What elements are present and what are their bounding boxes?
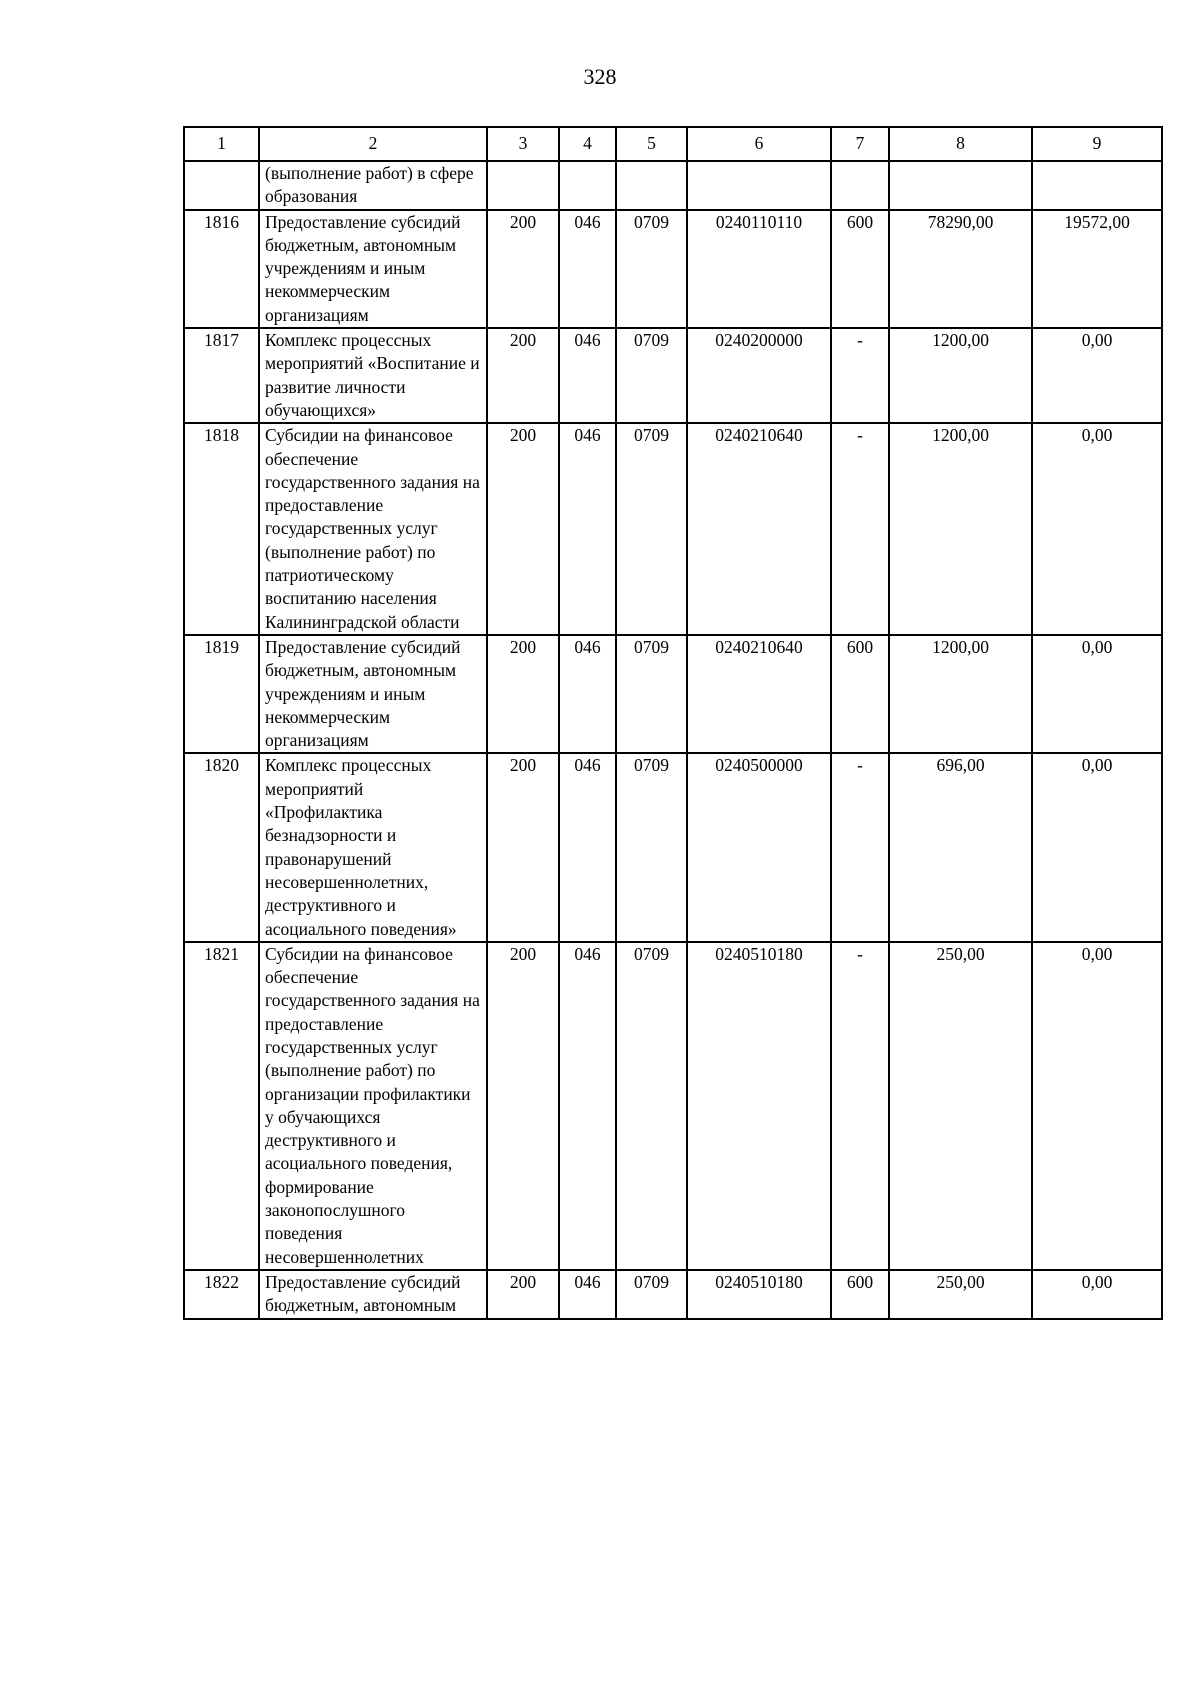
code-cell-3: 200 [487,753,559,941]
code-cell-4: 046 [559,328,616,423]
amount-cell-9: 0,00 [1032,753,1162,941]
code-cell-6: 0240110110 [687,210,831,328]
column-header: 8 [889,127,1032,161]
row-number-cell: 1821 [184,942,259,1270]
table-row [184,635,1162,753]
code-cell-5: 0709 [616,1270,687,1319]
page-number: 328 [583,64,617,89]
row-name-cell: Предоставление субсидий бюджетным, автономным учреждениям и иным некоммерческим организациям [259,210,487,328]
amount-cell-8: 250,00 [889,942,1032,1270]
code-cell-5: 0709 [616,635,687,753]
budget-table [183,126,1163,1320]
row-number-cell: 1820 [184,753,259,941]
code-cell-6: 0240500000 [687,753,831,941]
amount-cell-8: 696,00 [889,753,1032,941]
column-header: 5 [616,127,687,161]
row-number-cell: 1817 [184,328,259,423]
amount-cell-8: 1200,00 [889,635,1032,753]
column-header: 3 [487,127,559,161]
column-header: 2 [259,127,487,161]
amount-cell-9: 0,00 [1032,942,1162,1270]
row-name-cell: (выполнение работ) в сфере образования [259,161,487,210]
code-cell-7: 600 [831,210,889,328]
code-cell-7: - [831,423,889,635]
code-cell-3 [487,161,559,210]
code-cell-5: 0709 [616,210,687,328]
code-cell-7: - [831,942,889,1270]
row-name-cell: Субсидии на финансовое обеспечение государственного задания на предоставление государственных услуг (выполнение работ) по патриотическому воспитанию населения Калининградской области [259,423,487,635]
code-cell-4: 046 [559,753,616,941]
code-cell-3: 200 [487,423,559,635]
row-number-cell [184,161,259,210]
code-cell-3: 200 [487,210,559,328]
code-cell-6: 0240210640 [687,423,831,635]
header-row [184,127,1162,161]
row-name-cell: Предоставление субсидий бюджетным, автономным [259,1270,487,1319]
code-cell-6: 0240210640 [687,635,831,753]
code-cell-4: 046 [559,423,616,635]
code-cell-5: 0709 [616,423,687,635]
code-cell-4: 046 [559,1270,616,1319]
code-cell-3: 200 [487,1270,559,1319]
amount-cell-8: 1200,00 [889,423,1032,635]
code-cell-6: 0240510180 [687,1270,831,1319]
table-row [184,753,1162,941]
column-header: 6 [687,127,831,161]
code-cell-4 [559,161,616,210]
table-row [184,942,1162,1270]
column-header: 1 [184,127,259,161]
row-name-cell: Комплекс процессных мероприятий «Профилактика безнадзорности и правонарушений несовершеннолетних, деструктивного и асоциального поведения» [259,753,487,941]
code-cell-4: 046 [559,635,616,753]
row-name-cell: Предоставление субсидий бюджетным, автономным учреждениям и иным некоммерческим организациям [259,635,487,753]
row-number-cell: 1819 [184,635,259,753]
code-cell-4: 046 [559,210,616,328]
amount-cell-9: 0,00 [1032,1270,1162,1319]
row-number-cell: 1822 [184,1270,259,1319]
column-header: 7 [831,127,889,161]
amount-cell-8 [889,161,1032,210]
amount-cell-9: 0,00 [1032,423,1162,635]
table-row [184,328,1162,423]
amount-cell-8: 78290,00 [889,210,1032,328]
code-cell-5: 0709 [616,942,687,1270]
amount-cell-8: 250,00 [889,1270,1032,1319]
code-cell-7: - [831,753,889,941]
code-cell-4: 046 [559,942,616,1270]
table-row [184,423,1162,635]
code-cell-3: 200 [487,635,559,753]
amount-cell-9: 0,00 [1032,328,1162,423]
code-cell-6: 0240200000 [687,328,831,423]
amount-cell-9: 19572,00 [1032,210,1162,328]
code-cell-5 [616,161,687,210]
row-number-cell: 1816 [184,210,259,328]
code-cell-7: - [831,328,889,423]
code-cell-7: 600 [831,1270,889,1319]
table-row-continuation [184,161,1162,210]
code-cell-3: 200 [487,328,559,423]
row-number-cell: 1818 [184,423,259,635]
amount-cell-9 [1032,161,1162,210]
column-header: 4 [559,127,616,161]
row-name-cell: Субсидии на финансовое обеспечение государственного задания на предоставление государственных услуг (выполнение работ) по организации профилактики у обучающихся деструктивного и асоциального поведения, формирование законопослушного поведения несовершеннолетних [259,942,487,1270]
table-row [184,1270,1162,1319]
amount-cell-8: 1200,00 [889,328,1032,423]
code-cell-7: 600 [831,635,889,753]
code-cell-3: 200 [487,942,559,1270]
table-row [184,210,1162,328]
column-header: 9 [1032,127,1162,161]
code-cell-6: 0240510180 [687,942,831,1270]
code-cell-5: 0709 [616,328,687,423]
code-cell-6 [687,161,831,210]
code-cell-7 [831,161,889,210]
amount-cell-9: 0,00 [1032,635,1162,753]
row-name-cell: Комплекс процессных мероприятий «Воспитание и развитие личности обучающихся» [259,328,487,423]
code-cell-5: 0709 [616,753,687,941]
